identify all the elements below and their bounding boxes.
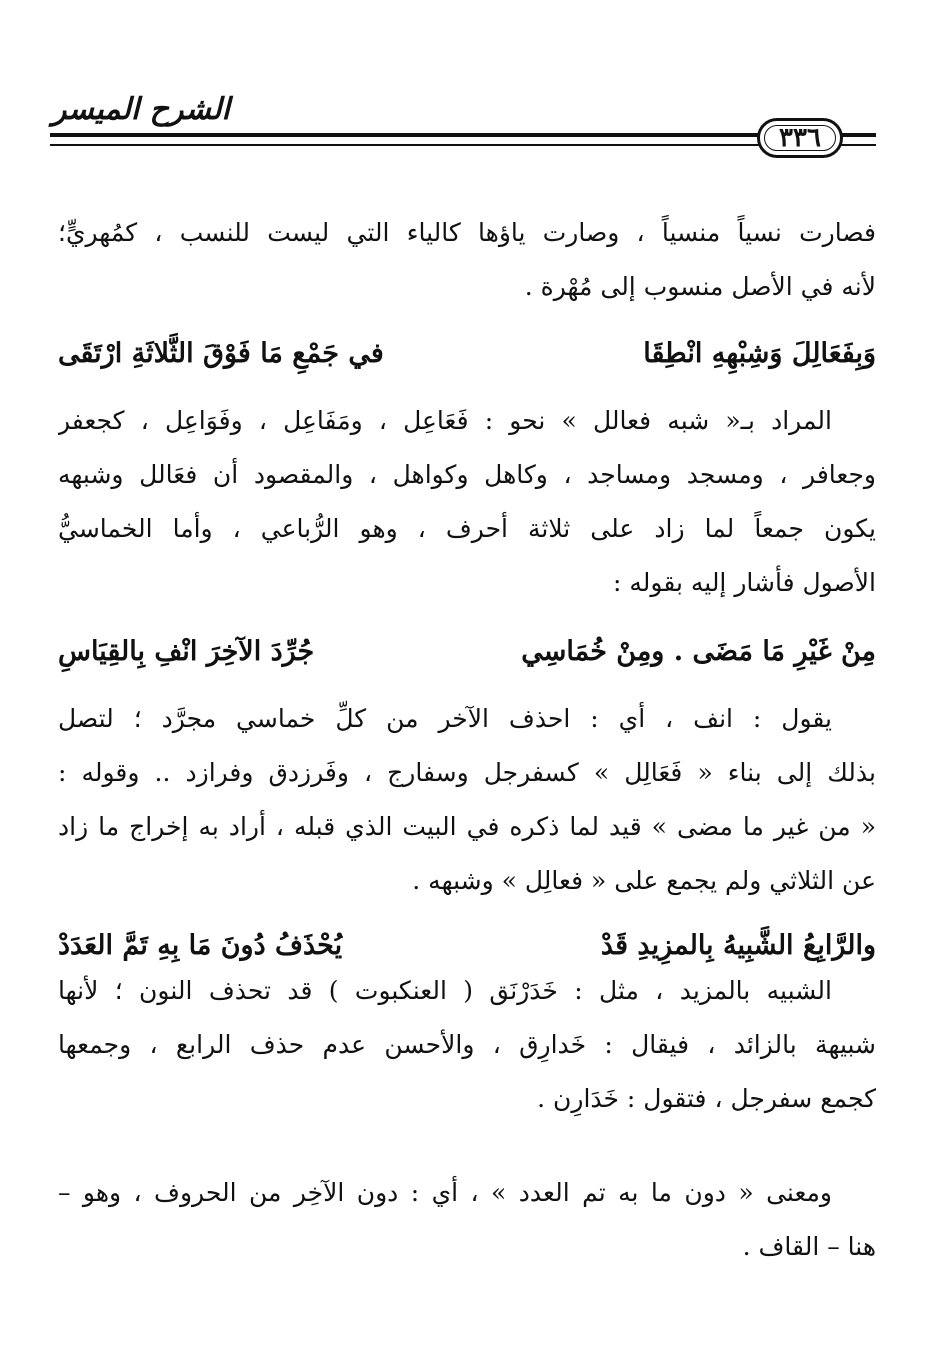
header-rule-thin — [50, 144, 876, 146]
paragraph-5 — [58, 1166, 876, 1274]
verse-first-hemistich: والرَّابِعُ الشَّبِيهُ بِالمزِيدِ قَدْ — [600, 929, 876, 961]
text-line: هنا – القاف . — [742, 1232, 876, 1261]
paragraph-1 — [58, 206, 876, 314]
running-title: الشرح الميسر — [52, 92, 230, 127]
paragraph-4 — [58, 964, 876, 1126]
verse-1 — [58, 328, 876, 378]
text-line: شبيهة بالزائد ، فيقال : خَدارِق ، والأحسن عدم حذف الرابع ، وجمعها — [58, 1030, 876, 1059]
page-number: ٣٣٦ — [779, 123, 821, 153]
text-line: فصارت نسياً منسياً ، وصارت ياؤها كالياء التي ليست للنسب ، كمُهريٍّ؛ — [58, 218, 876, 247]
header-rule-thick — [50, 133, 876, 137]
text-line: عن الثلاثي ولم يجمع على « فعالِل » وشبهه . — [412, 866, 876, 895]
text-line: المراد بـ« شبه فعالل » نحو : فَعَاعِل ، ومَفَاعِل ، وفَوَاعِل ، كجعفر — [58, 406, 832, 435]
verse-first-hemistich: وَبِفَعَالِلَ وَشِبْهِهِ انْطِقَا — [643, 337, 876, 369]
verse-second-hemistich: في جَمْعِ مَا فَوْقَ الثَّلاثَةِ ارْتَقَى — [58, 337, 384, 369]
verse-first-hemistich: مِنْ غَيْرِ مَا مَضَى . ومِنْ خُمَاسِي — [521, 635, 876, 667]
text-line: كجمع سفرجل ، فتقول : خَدَارِن . — [537, 1084, 876, 1113]
text-line: بذلك إلى بناء « فَعَالِل » كسفرجل وسفارج ، وفَرزدق وفرازد .. وقوله : — [58, 758, 876, 787]
paragraph-2 — [58, 394, 876, 610]
page-number-badge — [757, 118, 843, 158]
paragraph-3 — [58, 692, 876, 908]
text-line: يقول : انف ، أي : احذف الآخر من كلِّ خماسي مجرَّد ؛ لتصل — [58, 704, 832, 733]
verse-3 — [58, 920, 876, 970]
text-line: وجعافر ، ومسجد ومساجد ، وكاهل وكواهل ، والمقصود أن فعَالل وشبهه — [58, 460, 876, 489]
text-line: الأصول فأشار إليه بقوله : — [613, 568, 876, 597]
text-line: لأنه في الأصل منسوب إلى مُهْرة . — [524, 272, 876, 301]
text-line: « من غير ما مضى » قيد لما ذكره في البيت الذي قبله ، أراد به إخراج ما زاد — [58, 812, 876, 841]
text-line: يكون جمعاً لما زاد على ثلاثة أحرف ، وهو الرُّباعي ، وأما الخماسيُّ — [58, 514, 876, 543]
text-line: الشبيه بالمزيد ، مثل : خَدَرْنَق ( العنكبوت ) قد تحذف النون ؛ لأنها — [58, 976, 832, 1005]
text-line: ومعنى « دون ما به تم العدد » ، أي : دون الآخِر من الحروف ، وهو – — [58, 1178, 832, 1207]
verse-2 — [58, 626, 876, 676]
verse-second-hemistich: يُحْذَفُ دُونَ مَا بِهِ تَمَّ العَدَدْ — [58, 929, 343, 961]
verse-second-hemistich: جُرِّدَ الآخِرَ انْفِ بِالقِيَاسِ — [58, 635, 315, 667]
